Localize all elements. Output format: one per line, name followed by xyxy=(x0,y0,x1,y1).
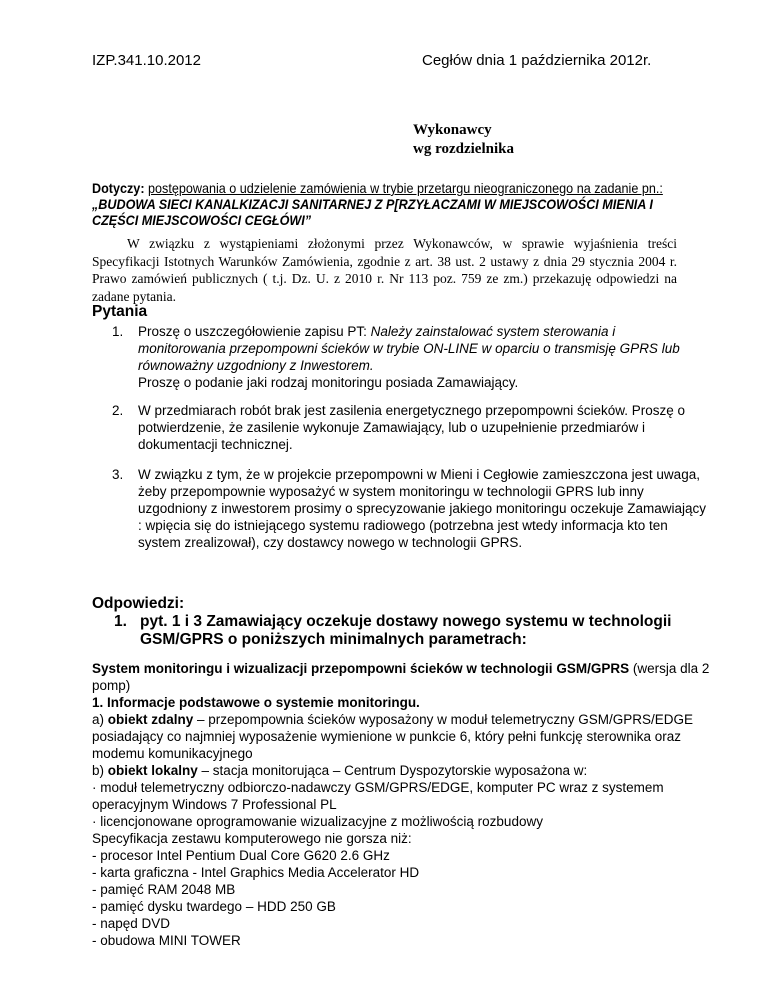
questions-list xyxy=(112,402,712,453)
answer-text: pyt. 1 i 3 Zamawiający oczekuje dostawy nowego systemu w technologii xyxy=(140,613,672,630)
spec-a-line-3: modemu komunikacyjnego xyxy=(92,746,253,761)
question-text: : wpięcia się do istniejącego systemu radiowego (potrzebna jest wtedy informacja kto ten xyxy=(138,518,668,533)
spec-b-line-2: · moduł telemetryczny odbiorczo-nadawczy GSM/GPRS/EDGE, komputer PC wraz z systemem xyxy=(92,780,664,795)
regarding-text: postępowania o udzielenie zamówienia w trybie przetargu nieograniczonego na zadanie pn.: xyxy=(148,180,663,196)
question-text: uzgodniony z inwestorem prosimy o sprecyzowanie jakiego monitoringu oczekuje Zamawiający xyxy=(138,501,707,516)
spec-heading-cont: pomp) xyxy=(92,678,131,693)
spec-a-text: – przepompownia ścieków wyposażony w moduł telemetryczny GSM/GPRS/EDGE xyxy=(193,712,693,727)
recipient-block xyxy=(413,121,514,159)
spec-heading: System monitoringu i wizualizacji przepompowni ścieków w technologii GSM/GPRS xyxy=(92,661,630,676)
question-text: W przedmiarach robót brak jest zasilenia energetycznego przepompowni ścieków. Proszę o xyxy=(138,403,686,418)
spec-b-line-3: operacyjnym Windows 7 Professional PL xyxy=(92,797,337,812)
recipient-line-1: Wykonawcy xyxy=(413,122,492,138)
pc-spec-item: - obudowa MINI TOWER xyxy=(92,933,241,948)
question-item xyxy=(112,466,712,551)
pc-spec-item: - procesor Intel Pentium Dual Core G620 2.6 GHz xyxy=(92,848,390,863)
question-text: Proszę o podanie jaki rodzaj monitoringu posiada Zamawiający. xyxy=(138,375,519,390)
pc-spec-item: - pamięć dysku twardego – HDD 250 GB xyxy=(92,899,336,914)
answers-block xyxy=(92,595,671,649)
spec-b-text: – stacja monitorująca – Centrum Dyspozytorskie wyposażona w: xyxy=(197,763,588,778)
questions-heading: Pytania xyxy=(92,303,148,320)
answer-number: 1. xyxy=(114,613,127,630)
question-number: 3. xyxy=(112,467,124,482)
spec-b-line-4: · licencjonowane oprogramowanie wizualizacyjne z możliwością rozbudowy xyxy=(92,814,543,829)
regarding-title-line-2: CZĘŚCI MIEJSCOWOŚCI CEGŁÓWI” xyxy=(92,212,312,228)
reference-number: IZP.341.10.2012 xyxy=(92,52,201,69)
spec-a-line-2: posiadający co najmniej wyposażenie wymienione w punkcie 6, który pełni funkcję sterownika oraz xyxy=(92,729,682,744)
intro-text: W związku z wystąpieniami złożonymi przez Wykonawców, w sprawie wyjaśnienia treści Specyfikacji Istotnych Warunków Zamówienia, zgodnie z art. 38 ust. 2 ustawy z dnia 29 stycznia 2004 r. Prawo zamówień publicznych ( t.j. Dz. U. z 2010 r. Nr 113 poz. 759 ze zm.) przekazuję odpowiedzi na zadane pytania. xyxy=(92,236,677,304)
answer-text: GSM/GPRS o poniższych minimalnych parametrach: xyxy=(140,631,527,648)
question-text: Proszę o uszczegółowienie zapisu PT: xyxy=(138,324,371,339)
question-item xyxy=(112,402,712,453)
pc-spec-item: - pamięć RAM 2048 MB xyxy=(92,882,236,897)
spec-heading-rest: (wersja dla 2 xyxy=(629,661,710,676)
spec-section-1: 1. Informacje podstawowe o systemie monitoringu. xyxy=(92,695,420,710)
questions-list xyxy=(112,466,712,551)
intro-paragraph xyxy=(92,235,677,305)
spec-b-prefix: b) xyxy=(92,763,108,778)
question-quote: Należy zainstalować system sterowania i xyxy=(370,324,616,339)
spec-b-term: obiekt lokalny xyxy=(107,763,198,778)
place-date: Cegłów dnia 1 października 2012r. xyxy=(422,52,652,69)
spec-a-prefix: a) xyxy=(92,712,108,727)
question-quote: równoważny uzgodniony z Inwestorem. xyxy=(138,358,374,373)
question-text: żeby przepompownie wyposażyć w system monitoringu w technologii GPRS lub inny xyxy=(138,484,644,499)
spec-b-line-5: Specyfikacja zestawu komputerowego nie gorsza niż: xyxy=(92,831,412,846)
question-text: system zrealizował), czy dostawcy nowego w technologii GPRS. xyxy=(138,535,523,550)
recipient-line-2: wg rozdzielnika xyxy=(413,141,514,157)
specification-block xyxy=(92,660,722,949)
regarding-title-line-1: „BUDOWA SIECI KANALKIZACJI SANITARNEJ Z P[RZYŁACZAMI W MIEJSCOWOŚCI MIENIA I xyxy=(92,196,653,212)
answers-heading: Odpowiedzi: xyxy=(92,595,185,612)
question-quote: monitorowania przepompowni ścieków w trybie ON-LINE w oparciu o transmisję GPRS lub xyxy=(138,341,680,356)
regarding-block xyxy=(92,180,712,228)
answer-item xyxy=(92,613,671,649)
regarding-label: Dotyczy: xyxy=(92,180,145,196)
spec-a-term: obiekt zdalny xyxy=(107,712,194,727)
question-number: 1. xyxy=(112,324,124,339)
pc-spec-item: - napęd DVD xyxy=(92,916,171,931)
question-text: W związku z tym, że w projekcie przepompowni w Mieni i Cegłowie zamieszczona jest uwaga, xyxy=(138,467,700,482)
question-text: dokumentacji technicznej. xyxy=(138,437,293,452)
question-item xyxy=(112,323,712,391)
pc-spec-item: - karta graficzna - Intel Graphics Media Accelerator HD xyxy=(92,865,420,880)
questions-list xyxy=(112,323,712,391)
question-number: 2. xyxy=(112,403,124,418)
question-text: potwierdzenie, że zasilenie wykonuje Zamawiający, lub o uzupełnienie przedmiarów i xyxy=(138,420,646,435)
